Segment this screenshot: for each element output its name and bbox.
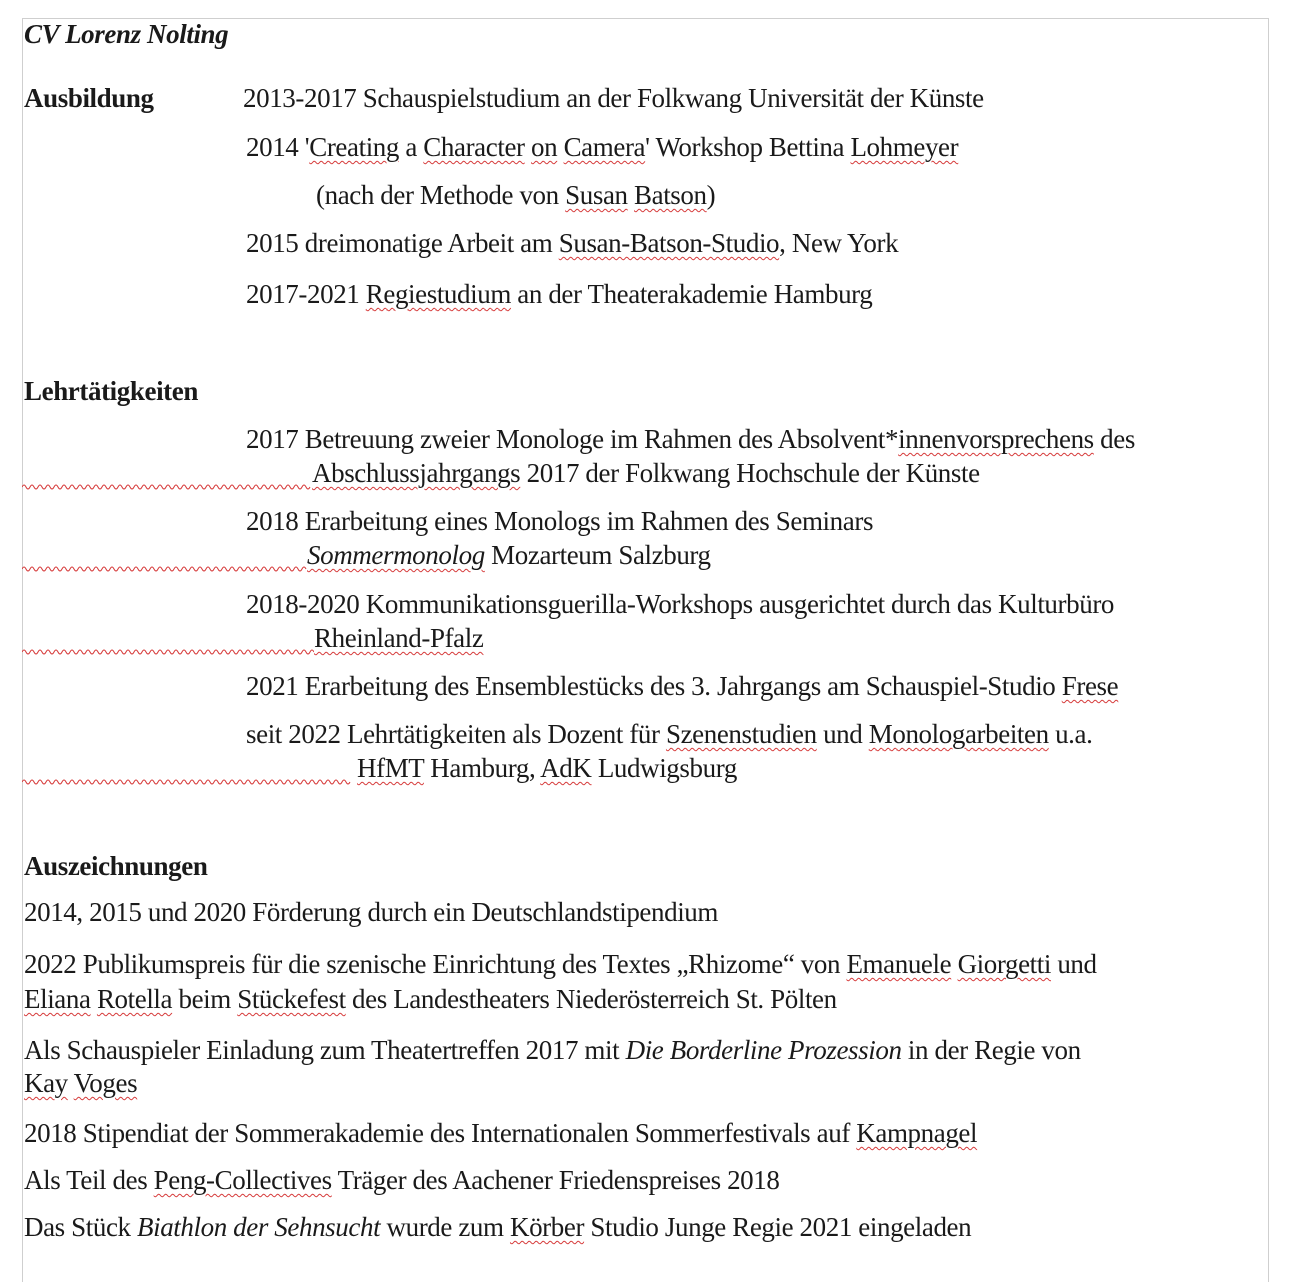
misspelled-word: innenvorsprechens — [898, 424, 1094, 454]
text-run: 2017 der Folkwang Hochschule der Künste — [520, 458, 980, 488]
misspelled-word: Körber — [509, 1212, 585, 1242]
lehr-item-5-line-2[interactable] — [357, 751, 737, 785]
text-run: ' Workshop Bettina — [645, 132, 851, 162]
misspelled-word: Frese — [1061, 671, 1119, 701]
auszeichnung-item-3-line-2[interactable] — [24, 1066, 137, 1100]
misspelled-word: Giorgetti — [957, 949, 1051, 979]
text-run: 2017 Betreuung zweier Monologe im Rahmen des Absolvent* — [246, 424, 899, 454]
text-run: 2014, 2015 und 2020 Förderung durch ein Deutschlandstipendium — [24, 897, 719, 927]
text-run: 2018-2020 Kommunikationsguerilla-Workshops ausgerichtet durch das Kulturbüro — [246, 589, 1115, 619]
misspelled-word: Monologarbeiten — [868, 719, 1049, 749]
misspelled-word: Camera — [563, 132, 646, 162]
section-heading-lehrtaetigkeiten[interactable]: Lehrtätigkeiten — [24, 376, 198, 406]
spellcheck-squiggle — [22, 778, 352, 786]
text-run: Mozarteum Salzburg — [484, 540, 711, 570]
text-run: in der Regie von — [901, 1035, 1081, 1065]
auszeichnung-item-3-line-1[interactable] — [24, 1033, 1081, 1067]
misspelled-word: Lohmeyer — [850, 132, 959, 162]
auszeichnung-item-5[interactable] — [24, 1163, 779, 1197]
spellcheck-squiggle — [22, 648, 314, 656]
ausbildung-item-4[interactable] — [246, 277, 872, 311]
misspelled-word: Creating — [309, 132, 399, 162]
lehr-item-1-line-2[interactable] — [312, 456, 980, 490]
auszeichnung-item-4[interactable] — [24, 1116, 977, 1150]
text-run: , New York — [779, 228, 899, 258]
misspelled-word: Batson — [634, 180, 707, 210]
text-run-italic: Die Borderline Prozession — [625, 1035, 902, 1065]
misspelled-word: HfMT — [357, 753, 424, 783]
text-run: 2017-2021 — [246, 279, 366, 309]
text-run: des Landestheaters Niederösterreich St. Pölten — [345, 984, 837, 1014]
misspelled-word: on — [531, 132, 558, 162]
misspelled-word: AdK — [540, 753, 592, 783]
ausbildung-item-2[interactable] — [246, 130, 958, 164]
misspelled-word: Stückefest — [237, 984, 346, 1014]
text-run: 2013-2017 Schauspielstudium an der Folkwang Universität der Künste — [243, 83, 984, 113]
text-run: Ludwigsburg — [591, 753, 737, 783]
misspelled-word: Sommermonolog — [307, 540, 485, 570]
text-run: Hamburg, — [423, 753, 541, 783]
misspelled-word: Regiestudium — [365, 279, 511, 309]
text-run: Studio Junge Regie 2021 eingeladen — [584, 1212, 972, 1242]
page-border-right — [1268, 18, 1269, 1282]
section-heading-ausbildung[interactable]: Ausbildung — [24, 83, 154, 113]
misspelled-word: Kampnagel — [856, 1118, 978, 1148]
text-run: 2015 dreimonatige Arbeit am — [246, 228, 559, 258]
lehr-item-1-line-1[interactable] — [246, 422, 1135, 456]
text-run: seit 2022 Lehrtätigkeiten als Dozent für — [246, 719, 666, 749]
auszeichnung-item-1[interactable] — [24, 895, 718, 929]
text-run: und — [1050, 949, 1097, 979]
ausbildung-item-1[interactable] — [243, 81, 984, 115]
misspelled-word: Emanuele — [846, 949, 952, 979]
text-run: ) — [706, 180, 716, 210]
lehr-item-2-line-2[interactable] — [307, 538, 711, 572]
misspelled-word: Peng-Collectives — [153, 1165, 332, 1195]
text-run: des — [1093, 424, 1135, 454]
misspelled-word: Abschlussjahrgangs — [312, 458, 521, 488]
document-title[interactable]: CV Lorenz Nolting — [24, 19, 229, 49]
text-run: wurde zum — [380, 1212, 510, 1242]
text-run: (nach der Methode von — [316, 180, 566, 210]
misspelled-word: Rotella — [96, 984, 173, 1014]
section-heading-auszeichnungen[interactable]: Auszeichnungen — [24, 851, 208, 881]
misspelled-word: Voges — [73, 1068, 138, 1098]
lehr-item-5-line-1[interactable] — [246, 717, 1092, 751]
auszeichnung-item-2-line-1[interactable] — [24, 947, 1097, 981]
text-run: Als Schauspieler Einladung zum Theatertreffen 2017 mit — [24, 1035, 626, 1065]
text-run: 2022 Publikumspreis für die szenische Einrichtung des Textes „Rhizome“ von — [24, 949, 847, 979]
text-run: Das Stück — [24, 1212, 137, 1242]
auszeichnung-item-2-line-2[interactable] — [24, 982, 837, 1016]
lehr-item-2-line-1[interactable] — [246, 504, 873, 538]
misspelled-word: Rheinland-Pfalz — [314, 623, 484, 653]
text-run: u.a. — [1048, 719, 1093, 749]
ausbildung-item-3[interactable] — [246, 226, 898, 260]
spellcheck-squiggle — [22, 565, 307, 573]
text-run: 2014 ' — [246, 132, 310, 162]
ausbildung-item-2-continuation[interactable] — [316, 178, 715, 212]
misspelled-word: Eliana — [24, 984, 91, 1014]
misspelled-word: Character — [423, 132, 525, 162]
misspelled-word: Susan — [565, 180, 628, 210]
text-run: an der Theaterakademie Hamburg — [510, 279, 873, 309]
lehr-item-3-line-2[interactable] — [314, 621, 483, 655]
auszeichnung-item-6[interactable] — [24, 1210, 971, 1244]
text-run: Als Teil des — [24, 1165, 154, 1195]
misspelled-word: Susan-Batson-Studio — [558, 228, 780, 258]
text-run: und — [816, 719, 869, 749]
text-run: a — [399, 132, 424, 162]
misspelled-word: Szenenstudien — [665, 719, 817, 749]
lehr-item-4[interactable] — [246, 669, 1118, 703]
misspelled-word: Kay — [24, 1068, 68, 1098]
text-run: 2018 Stipendiat der Sommerakademie des Internationalen Sommerfestivals auf — [24, 1118, 857, 1148]
spellcheck-squiggle — [22, 483, 312, 491]
text-run: Träger des Aachener Friedenspreises 2018 — [331, 1165, 780, 1195]
text-run: 2021 Erarbeitung des Ensemblestücks des 3. Jahrgangs am Schauspiel-Studio — [246, 671, 1062, 701]
lehr-item-3-line-1[interactable] — [246, 587, 1114, 621]
text-run-italic: Biathlon der Sehnsucht — [137, 1212, 381, 1242]
text-run: 2018 Erarbeitung eines Monologs im Rahmen des Seminars — [246, 506, 874, 536]
text-run: beim — [172, 984, 238, 1014]
